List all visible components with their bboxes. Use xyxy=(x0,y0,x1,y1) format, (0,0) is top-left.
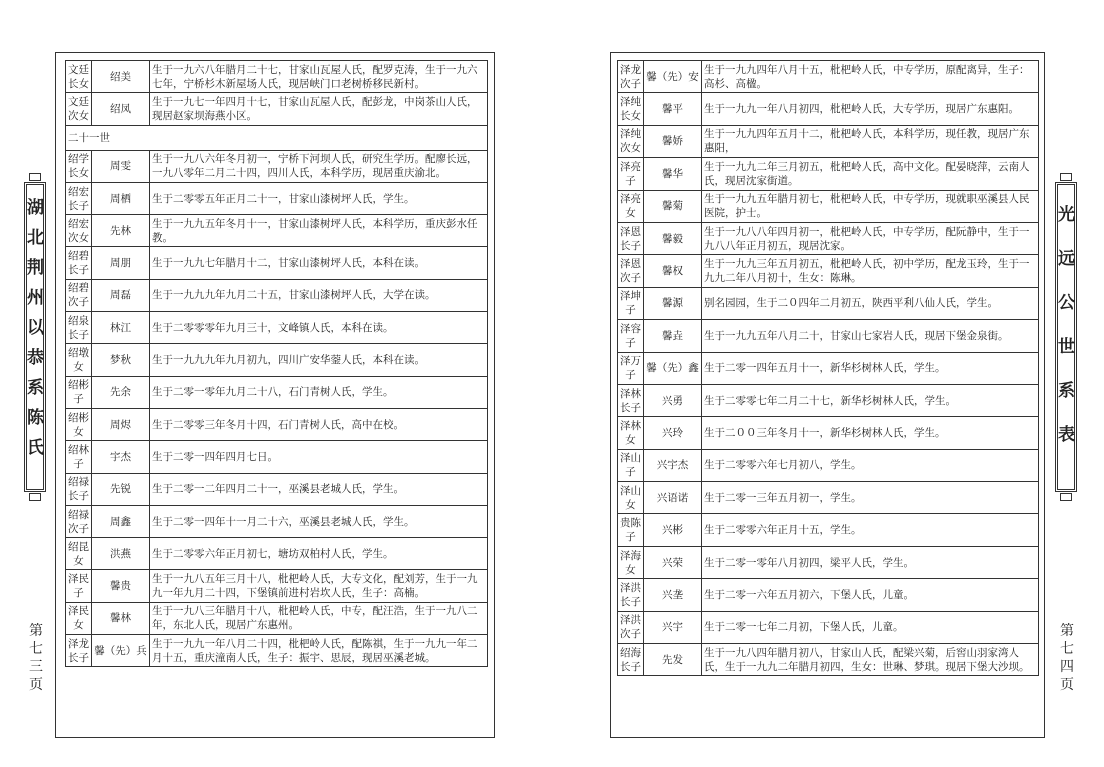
vertical-char: 页 xyxy=(1060,677,1074,693)
relation-cell: 泽山子 xyxy=(618,449,644,481)
description-cell: 生于一九八三年腊月十八，枇杷岭人氏，中专，配汪浩，生于一九八二年，东北人氏，现居广东惠州。 xyxy=(150,602,488,634)
description-cell: 生于一九九二年三月初五，枇杷岭人氏，高中文化。配晏晓萍，云南人氏，现居沈家街道。 xyxy=(702,158,1039,190)
relation-cell: 泽亮女 xyxy=(618,190,644,222)
relation-cell: 泽洪长子 xyxy=(618,579,644,611)
vertical-char: 七 xyxy=(29,641,43,657)
name-cell: 馨华 xyxy=(644,158,702,190)
description-cell: 生于二零零六年七月初八，学生。 xyxy=(702,449,1039,481)
relation-cell: 绍彬女 xyxy=(66,408,92,440)
vertical-char: 七 xyxy=(1060,641,1074,657)
table-row xyxy=(618,579,1039,611)
table-row xyxy=(66,61,488,93)
description-cell: 别名园园，生于二０四年二月初五，陕西平利八仙人氏，学生。 xyxy=(702,287,1039,319)
name-cell: 洪燕 xyxy=(92,538,150,570)
table-row xyxy=(66,441,488,473)
description-cell: 生于二零一四年五月十一，新华杉树林人氏，学生。 xyxy=(702,352,1039,384)
table-row xyxy=(618,255,1039,287)
table-row xyxy=(66,247,488,279)
left-page-number xyxy=(26,622,46,694)
left-genealogy-table xyxy=(65,60,488,667)
relation-cell: 泽恩次子 xyxy=(618,255,644,287)
vertical-char: 荆 xyxy=(27,258,44,278)
vertical-char: 四 xyxy=(1060,659,1074,675)
description-cell: 生于一九九四年八月十五，枇杷岭人氏，中专学历，原配离异，生子：高杉、高楹。 xyxy=(702,61,1039,93)
description-cell: 生于一九九五年冬月十一，甘家山漆树坪人氏，本科学历，重庆彭水任教。 xyxy=(150,215,488,247)
vertical-char: 三 xyxy=(29,659,43,675)
relation-cell: 泽龙长子 xyxy=(66,635,92,667)
relation-cell: 泽坤子 xyxy=(618,287,644,319)
description-cell: 生于二零一二年四月二十一，巫溪县老城人氏，学生。 xyxy=(150,473,488,505)
relation-cell: 绍墩女 xyxy=(66,344,92,376)
name-cell: 周栖 xyxy=(92,182,150,214)
table-row xyxy=(66,215,488,247)
relation-cell: 绍宏长子 xyxy=(66,182,92,214)
relation-cell: 绍林子 xyxy=(66,441,92,473)
description-cell: 生于一九八八年四月初一，枇杷岭人氏，中专学历，配阮静中，生于一九八八年正月初五，现居沈家。 xyxy=(702,222,1039,254)
vertical-char: 世 xyxy=(1058,337,1075,357)
vertical-char: 恭 xyxy=(27,348,44,368)
table-row xyxy=(66,538,488,570)
name-cell: 周鑫 xyxy=(92,505,150,537)
vertical-char: 表 xyxy=(1058,425,1075,445)
description-cell: 生于一九九七年腊月十二，甘家山漆树坪人氏，本科在读。 xyxy=(150,247,488,279)
relation-cell: 文廷次女 xyxy=(66,93,92,125)
relation-cell: 泽恩长子 xyxy=(618,222,644,254)
table-row xyxy=(618,449,1039,481)
name-cell: 绍凤 xyxy=(92,93,150,125)
name-cell: 馨（先）安 xyxy=(644,61,702,93)
table-row xyxy=(618,190,1039,222)
relation-cell: 绍碧次子 xyxy=(66,279,92,311)
relation-cell: 泽民女 xyxy=(66,602,92,634)
description-cell: 生于一九九三年五月初五，枇杷岭人氏，初中学历，配龙玉玲，生于一九九二年八月初十，生女：陈琳。 xyxy=(702,255,1039,287)
table-row xyxy=(618,125,1039,157)
description-cell: 生于一九六八年腊月二十七，甘家山瓦屋人氏，配罗克涛，生于一九六七年，宁桥杉木新屋场人氏，现居峡门口老树桥移民新村。 xyxy=(150,61,488,93)
relation-cell: 绍碧长子 xyxy=(66,247,92,279)
description-cell: 生于一九八五年三月十八，枇杷岭人氏，大专文化，配刘芳，生于一九九一年九月二十四，下堡镇前进村岩坎人氏，生子：高楠。 xyxy=(150,570,488,602)
name-cell: 先余 xyxy=(92,376,150,408)
name-cell: 兴宇 xyxy=(644,611,702,643)
description-cell: 生于一九九一年八月二十四，枇杷岭人氏，配陈祺，生于一九九一年二月十五，重庆潼南人氏，生子：振宇、思辰，现居巫溪老城。 xyxy=(150,635,488,667)
relation-cell: 泽山女 xyxy=(618,482,644,514)
name-cell: 兴宇杰 xyxy=(644,449,702,481)
description-cell: 生于一九九九年九月二十五，甘家山漆树坪人氏，大学在读。 xyxy=(150,279,488,311)
relation-cell: 绍海长子 xyxy=(618,644,644,676)
vertical-char: 以 xyxy=(27,318,44,338)
table-row xyxy=(66,279,488,311)
table-row xyxy=(66,473,488,505)
name-cell: 周烬 xyxy=(92,408,150,440)
name-cell: 先锐 xyxy=(92,473,150,505)
description-cell: 生于一九九四年五月十二，枇杷岭人氏，本科学历，现任教，现居广东惠阳， xyxy=(702,125,1039,157)
description-cell: 生于二零一四年十一月二十六，巫溪县老城人氏，学生。 xyxy=(150,505,488,537)
name-cell: 兴勇 xyxy=(644,384,702,416)
name-cell: 兴荣 xyxy=(644,546,702,578)
table-row xyxy=(66,312,488,344)
table-row xyxy=(66,505,488,537)
right-genealogy-table xyxy=(617,60,1039,676)
name-cell: 馨菊 xyxy=(644,190,702,222)
vertical-char: 光 xyxy=(1058,205,1075,225)
name-cell: 馨娇 xyxy=(644,125,702,157)
generation-heading-row xyxy=(66,125,488,150)
vertical-char: 第 xyxy=(1060,623,1074,639)
vertical-char: 第 xyxy=(29,623,43,639)
relation-cell: 泽林女 xyxy=(618,417,644,449)
table-row xyxy=(618,384,1039,416)
table-row xyxy=(66,602,488,634)
table-row xyxy=(618,222,1039,254)
table-row xyxy=(618,93,1039,125)
generation-heading: 二十一世 xyxy=(66,125,488,150)
table-row xyxy=(66,93,488,125)
name-cell: 周朋 xyxy=(92,247,150,279)
description-cell: 生于二零一零年八月初四，梁平人氏，学生。 xyxy=(702,546,1039,578)
right-page-number xyxy=(1057,622,1077,694)
table-row xyxy=(618,61,1039,93)
relation-cell: 绍彬子 xyxy=(66,376,92,408)
table-row xyxy=(618,320,1039,352)
relation-cell: 文廷长女 xyxy=(66,61,92,93)
name-cell: 兴语诺 xyxy=(644,482,702,514)
relation-cell: 绍学长女 xyxy=(66,150,92,182)
description-cell: 生于二零一六年五月初六，下堡人氏，儿童。 xyxy=(702,579,1039,611)
name-cell: 馨平 xyxy=(644,93,702,125)
table-row xyxy=(618,644,1039,676)
description-cell: 生于二零零五年正月二十一，甘家山漆树坪人氏，学生。 xyxy=(150,182,488,214)
relation-cell: 泽洪次子 xyxy=(618,611,644,643)
table-row xyxy=(618,514,1039,546)
name-cell: 馨毅 xyxy=(644,222,702,254)
table-row xyxy=(66,635,488,667)
table-row xyxy=(618,546,1039,578)
relation-cell: 泽容子 xyxy=(618,320,644,352)
vertical-char: 系 xyxy=(1058,381,1075,401)
description-cell: 生于一九八四年腊月初八，甘家山人氏，配梁兴菊，后窖山羽家湾人氏，生于一九九二年腊月初四，生女：世琳、梦琪。现居下堡大沙坝。 xyxy=(702,644,1039,676)
description-cell: 生于一九九九年九月初九，四川广安华蓥人氏，本科在读。 xyxy=(150,344,488,376)
relation-cell: 泽纯次女 xyxy=(618,125,644,157)
table-row xyxy=(66,150,488,182)
table-row xyxy=(618,611,1039,643)
name-cell: 兴彬 xyxy=(644,514,702,546)
name-cell: 馨源 xyxy=(644,287,702,319)
relation-cell: 绍禄长子 xyxy=(66,473,92,505)
relation-cell: 绍禄次子 xyxy=(66,505,92,537)
description-cell: 生于一九九五年八月二十，甘家山七家岩人氏，现居下堡金泉街。 xyxy=(702,320,1039,352)
name-cell: 先林 xyxy=(92,215,150,247)
name-cell: 馨（先）兵 xyxy=(92,635,150,667)
description-cell: 生于二零零三年冬月十四，石门青树人氏，高中在校。 xyxy=(150,408,488,440)
vertical-char: 湖 xyxy=(27,198,44,218)
description-cell: 生于二零零六年正月十五，学生。 xyxy=(702,514,1039,546)
table-row xyxy=(66,344,488,376)
description-cell: 生于二零一七年二月初，下堡人氏，儿童。 xyxy=(702,611,1039,643)
table-row xyxy=(618,158,1039,190)
table-row xyxy=(618,287,1039,319)
relation-cell: 贵陈子 xyxy=(618,514,644,546)
description-cell: 生于二零一零年九月二十八，石门青树人氏，学生。 xyxy=(150,376,488,408)
vertical-char: 公 xyxy=(1058,293,1075,313)
left-scroll-title xyxy=(24,182,46,492)
name-cell: 周雯 xyxy=(92,150,150,182)
relation-cell: 泽龙次子 xyxy=(618,61,644,93)
name-cell: 馨（先）鑫 xyxy=(644,352,702,384)
vertical-char: 页 xyxy=(29,677,43,693)
relation-cell: 泽万子 xyxy=(618,352,644,384)
description-cell: 生于二零零零年九月三十，文峰镇人氏，本科在读。 xyxy=(150,312,488,344)
relation-cell: 泽海女 xyxy=(618,546,644,578)
table-row xyxy=(66,376,488,408)
relation-cell: 绍昆女 xyxy=(66,538,92,570)
name-cell: 馨权 xyxy=(644,255,702,287)
name-cell: 兴玲 xyxy=(644,417,702,449)
vertical-char: 远 xyxy=(1058,249,1075,269)
name-cell: 宇杰 xyxy=(92,441,150,473)
relation-cell: 绍宏次女 xyxy=(66,215,92,247)
vertical-char: 州 xyxy=(27,288,44,308)
description-cell: 生于二零一三年五月初一，学生。 xyxy=(702,482,1039,514)
description-cell: 生于一九九五年腊月初七，枇杷岭人氏，中专学历，现就职巫溪县人民医院，护士。 xyxy=(702,190,1039,222)
description-cell: 生于一九八六年冬月初一，宁桥下河坝人氏，研究生学历。配廖长远，一九八零年二月二十四，四川人氏，本科学历，现居重庆渝北。 xyxy=(150,150,488,182)
name-cell: 梦秋 xyxy=(92,344,150,376)
description-cell: 生于二零零六年正月初七，塘坊双柏村人氏，学生。 xyxy=(150,538,488,570)
description-cell: 生于二零一四年四月七日。 xyxy=(150,441,488,473)
table-row xyxy=(618,417,1039,449)
table-row xyxy=(66,408,488,440)
description-cell: 生于一九七一年四月十七，甘家山瓦屋人氏，配彭龙，中岗茶山人氏，现居赵家坝海燕小区。 xyxy=(150,93,488,125)
description-cell: 生于二００三年冬月十一，新华杉树林人氏，学生。 xyxy=(702,417,1039,449)
vertical-char: 氏 xyxy=(27,438,44,458)
table-row xyxy=(618,352,1039,384)
name-cell: 绍美 xyxy=(92,61,150,93)
relation-cell: 绍泉长子 xyxy=(66,312,92,344)
description-cell: 生于二零零七年二月二十七，新华杉树林人氏，学生。 xyxy=(702,384,1039,416)
name-cell: 周磊 xyxy=(92,279,150,311)
vertical-char: 系 xyxy=(27,378,44,398)
relation-cell: 泽林长子 xyxy=(618,384,644,416)
table-row xyxy=(618,482,1039,514)
right-scroll-title xyxy=(1055,182,1077,492)
vertical-char: 北 xyxy=(27,228,44,248)
name-cell: 先发 xyxy=(644,644,702,676)
relation-cell: 泽民子 xyxy=(66,570,92,602)
description-cell: 生于一九九一年八月初四，枇杷岭人氏，大专学历，现居广东惠阳。 xyxy=(702,93,1039,125)
name-cell: 馨贵 xyxy=(92,570,150,602)
relation-cell: 泽纯长女 xyxy=(618,93,644,125)
name-cell: 馨垚 xyxy=(644,320,702,352)
vertical-char: 陈 xyxy=(27,408,44,428)
name-cell: 兴垄 xyxy=(644,579,702,611)
table-row xyxy=(66,570,488,602)
table-row xyxy=(66,182,488,214)
name-cell: 馨林 xyxy=(92,602,150,634)
relation-cell: 泽亮子 xyxy=(618,158,644,190)
name-cell: 林江 xyxy=(92,312,150,344)
